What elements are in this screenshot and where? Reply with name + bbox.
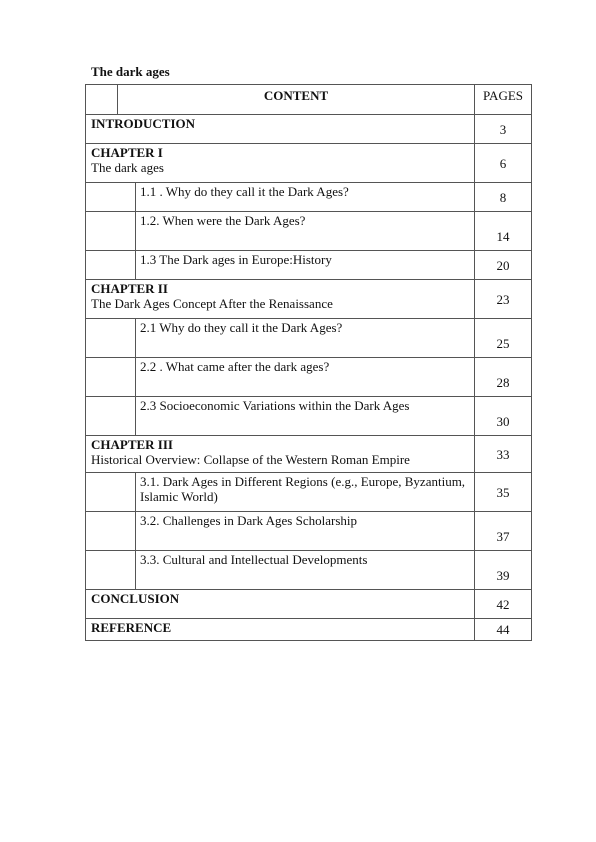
toc-entry-conclusion: CONCLUSION (86, 590, 475, 619)
page-number: 37 (475, 512, 532, 551)
toc-entry-chapter-2 (86, 280, 475, 319)
document-title: The dark ages (91, 64, 170, 79)
table-row (86, 551, 532, 590)
page-number: 8 (475, 183, 532, 212)
table-row (86, 280, 532, 319)
table-row (86, 619, 532, 641)
table-row (86, 473, 532, 512)
toc-entry-reference: REFERENCE (86, 619, 475, 641)
page-number: 44 (475, 619, 532, 641)
chapter-heading: CHAPTER I (91, 145, 163, 160)
indent-cell (86, 512, 136, 551)
chapter-subtitle: The Dark Ages Concept After the Renaissance (91, 296, 333, 311)
toc-entry-section: 3.3. Cultural and Intellectual Developments (136, 551, 475, 590)
chapter-subtitle: Historical Overview: Collapse of the Western Roman Empire (91, 452, 410, 467)
indent-cell (86, 319, 136, 358)
indent-cell (86, 183, 136, 212)
page-number: 28 (475, 358, 532, 397)
table-row (86, 144, 532, 183)
table-row (86, 358, 532, 397)
page-number: 14 (475, 212, 532, 251)
chapter-heading: CHAPTER III (91, 437, 173, 452)
table-row (86, 212, 532, 251)
toc-entry-section: 2.3 Socioeconomic Variations within the Dark Ages (136, 397, 475, 436)
toc-entry-chapter-1 (86, 144, 475, 183)
toc-entry-introduction: INTRODUCTION (86, 115, 475, 144)
pages-header: PAGES (475, 85, 532, 115)
indent-cell (86, 473, 136, 512)
page-number: 39 (475, 551, 532, 590)
toc-entry-section: 1.3 The Dark ages in Europe:History (136, 251, 475, 280)
page-number: 35 (475, 473, 532, 512)
page-number: 23 (475, 280, 532, 319)
table-row (86, 183, 532, 212)
chapter-subtitle: The dark ages (91, 160, 164, 175)
page-number: 6 (475, 144, 532, 183)
table-row (86, 512, 532, 551)
table-row (86, 436, 532, 473)
page-number: 20 (475, 251, 532, 280)
toc-entry-section: 3.2. Challenges in Dark Ages Scholarship (136, 512, 475, 551)
indent-cell (86, 358, 136, 397)
indent-cell (86, 551, 136, 590)
table-row (86, 590, 532, 619)
toc-entry-section: 1.2. When were the Dark Ages? (136, 212, 475, 251)
table-header-row (86, 85, 532, 115)
toc-entry-section: 1.1 . Why do they call it the Dark Ages? (136, 183, 475, 212)
chapter-heading: CHAPTER II (91, 281, 168, 296)
table-of-contents (85, 84, 532, 641)
table-row (86, 251, 532, 280)
page-number: 30 (475, 397, 532, 436)
indent-cell (86, 212, 136, 251)
toc-entry-chapter-3 (86, 436, 475, 473)
table-row (86, 115, 532, 144)
table-row (86, 319, 532, 358)
toc-entry-section: 3.1. Dark Ages in Different Regions (e.g., Europe, Byzantium, Islamic World) (136, 473, 475, 512)
content-header: CONTENT (118, 85, 475, 115)
table-row (86, 397, 532, 436)
indent-cell (86, 397, 136, 436)
page-number: 3 (475, 115, 532, 144)
indent-cell (86, 251, 136, 280)
page-number: 33 (475, 436, 532, 473)
header-blank-cell (86, 85, 118, 115)
page-number: 42 (475, 590, 532, 619)
toc-entry-section: 2.2 . What came after the dark ages? (136, 358, 475, 397)
page-number: 25 (475, 319, 532, 358)
toc-entry-section: 2.1 Why do they call it the Dark Ages? (136, 319, 475, 358)
